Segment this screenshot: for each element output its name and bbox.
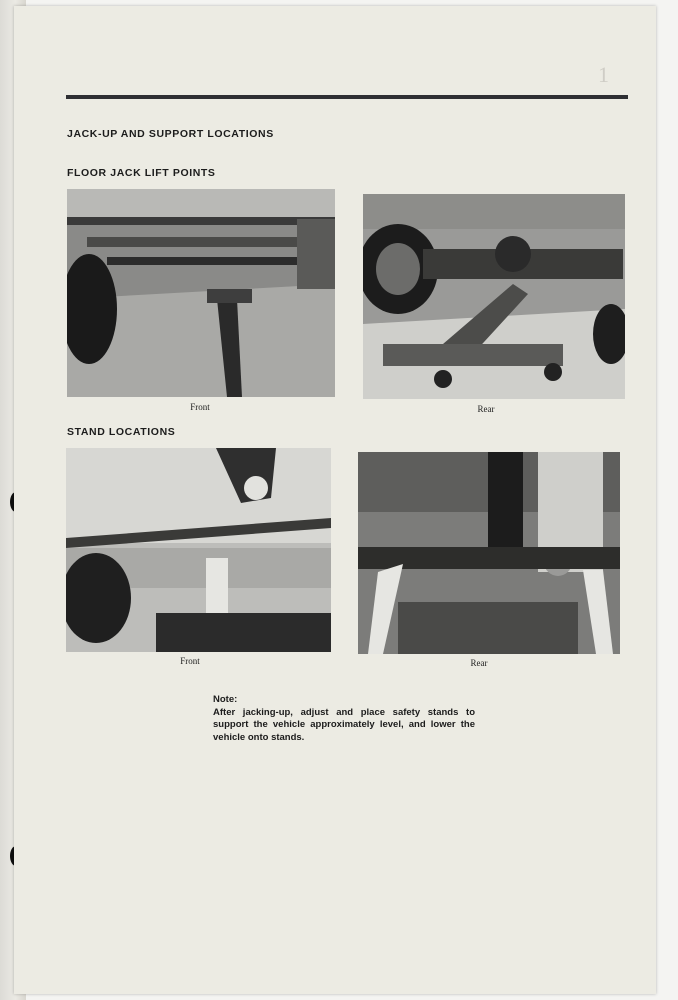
stand-rear-caption: Rear [470,658,488,668]
stand-locations-heading: STAND LOCATIONS [67,426,176,438]
floor-jack-rear-caption: Rear [477,404,495,414]
floor-jack-front-photo [67,189,335,397]
note-body: After jacking-up, adjust and place safety stands to support the vehicle approximately level, and lower the vehicle onto stands. [213,706,475,743]
safety-note [213,694,475,744]
floor-jack-heading: FLOOR JACK LIFT POINTS [67,167,216,179]
stand-rear-photo [358,452,620,654]
floor-jack-rear-photo [363,194,625,399]
stand-front-photo [66,448,331,652]
section-heading: JACK-UP AND SUPPORT LOCATIONS [67,128,274,140]
floor-jack-front-caption: Front [190,402,210,412]
page-number: 1 [598,62,609,87]
top-rule [66,95,628,99]
stand-front-caption: Front [180,656,200,666]
note-title: Note: [213,694,238,705]
